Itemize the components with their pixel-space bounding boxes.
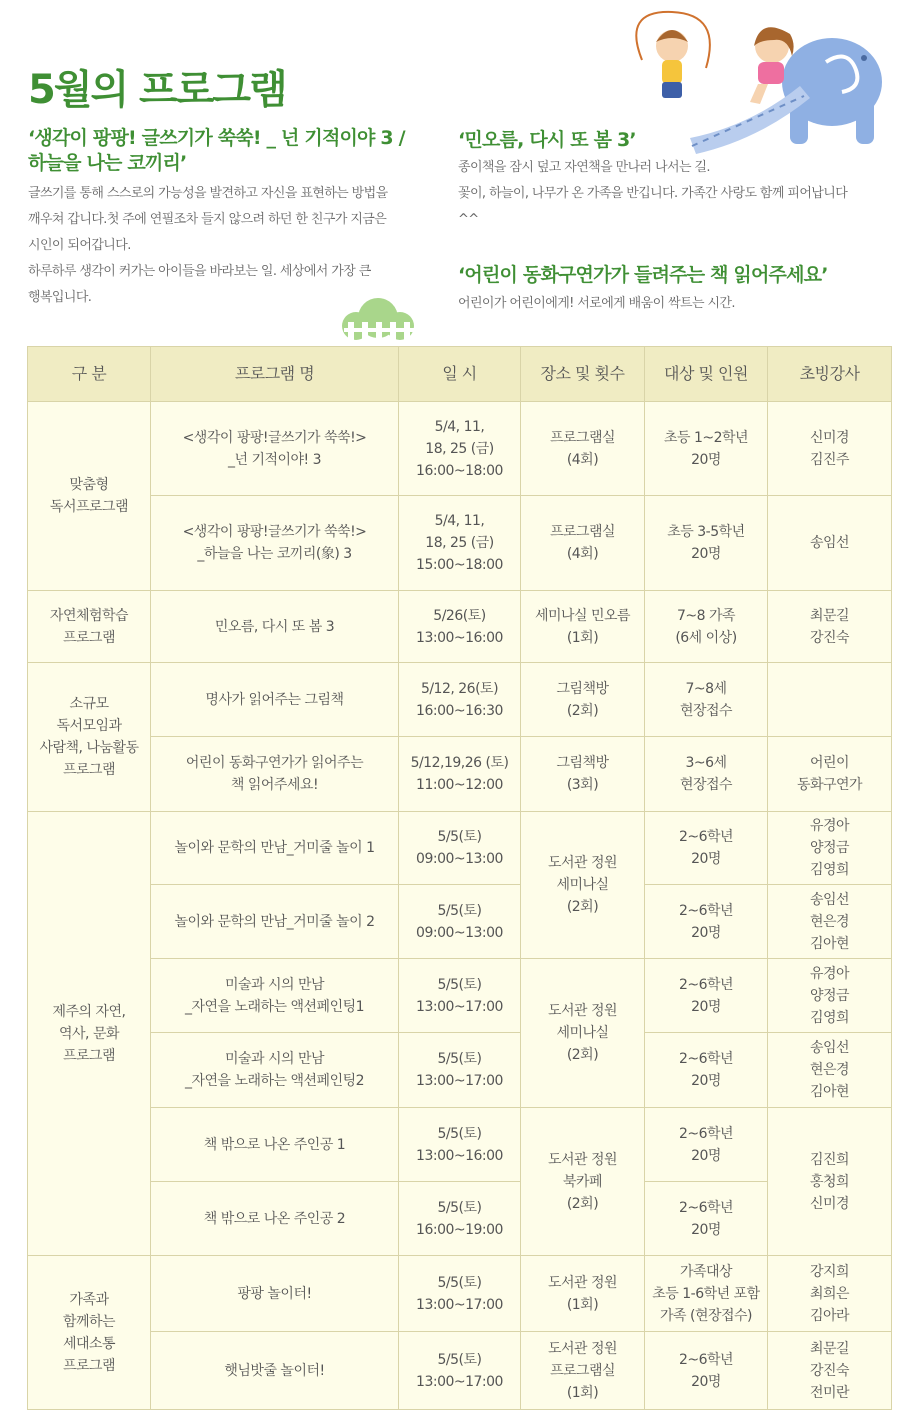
- category-cell: 소규모 독서모임과 사람책, 나눔활동 프로그램: [28, 663, 151, 812]
- table-row: [28, 885, 892, 959]
- place-cell: 도서관 정원 북카페 (2회): [521, 1108, 645, 1256]
- lecturer-cell: 송임선 현은경 김아현: [768, 885, 892, 959]
- intro-storytelling-body: 어린이가 어린이에게! 서로에게 배움이 싹트는 시간.: [458, 296, 735, 311]
- header-lecturer: 초빙강사: [768, 347, 892, 402]
- category-cell: 제주의 자연, 역사, 문화 프로그램: [28, 812, 151, 1256]
- datetime-cell: 5/5(토) 13:00~17:00: [399, 1033, 521, 1108]
- lecturer-cell: 신미경 김진주: [768, 402, 892, 496]
- place-cell: 세미나실 민오름 (1회): [521, 591, 645, 663]
- category-cell: 맞춤형 독서프로그램: [28, 402, 151, 591]
- program-name-cell: 미술과 시의 만남 _자연을 노래하는 액션페인팅1: [151, 959, 399, 1033]
- place-cell: 도서관 정원 세미나실 (2회): [521, 812, 645, 959]
- table-row: [28, 496, 892, 591]
- program-name-cell: 책 밖으로 나온 주인공 1: [151, 1108, 399, 1182]
- intro-writing-body: 글쓰기를 통해 스스로의 가능성을 발견하고 자신을 표현하는 방법을 깨우쳐 갑니다.첫 주에 연필조차 들지 않으려 하던 한 친구가 지금은 시인이 되어갑니다. 하루하루 생각이 커가는 아이들을 바라보는 일. 세상에서 가장 큰 행복입니다.: [28, 186, 388, 305]
- datetime-cell: 5/4, 11, 18, 25 (금) 16:00~18:00: [399, 402, 521, 496]
- table-row: [28, 1033, 892, 1108]
- header-datetime: 일 시: [399, 347, 521, 402]
- table-row: [28, 812, 892, 885]
- place-cell: 도서관 정원 (1회): [521, 1256, 645, 1332]
- place-cell: 프로그램실 (4회): [521, 496, 645, 591]
- table-row: [28, 959, 892, 1033]
- page-title: 5월의 프로그램: [28, 67, 286, 113]
- category-cell: 가족과 함께하는 세대소통 프로그램: [28, 1256, 151, 1410]
- program-name-cell: 놀이와 문학의 만남_거미줄 놀이 1: [151, 812, 399, 885]
- target-cell: 가족대상 초등 1-6학년 포함 가족 (현장접수): [645, 1256, 768, 1332]
- target-cell: 2~6학년 20명: [645, 885, 768, 959]
- datetime-cell: 5/5(토) 13:00~17:00: [399, 1332, 521, 1410]
- datetime-cell: 5/5(토) 16:00~19:00: [399, 1182, 521, 1256]
- program-name-cell: 민오름, 다시 또 봄 3: [151, 591, 399, 663]
- program-name-cell: 명사가 읽어주는 그림책: [151, 663, 399, 737]
- program-name-cell: <생각이 팡팡!글쓰기가 쑥쑥!> _넌 기적이야! 3: [151, 402, 399, 496]
- place-cell: 그림책방 (3회): [521, 737, 645, 812]
- header-program-name: 프로그램 명: [151, 347, 399, 402]
- program-name-cell: 햇님밧줄 놀이터!: [151, 1332, 399, 1410]
- table-row: [28, 1182, 892, 1256]
- lecturer-cell: 김진희 홍청희 신미경: [768, 1108, 892, 1256]
- program-schedule-table: [27, 346, 892, 1410]
- datetime-cell: 5/5(토) 09:00~13:00: [399, 812, 521, 885]
- place-cell: 도서관 정원 세미나실 (2회): [521, 959, 645, 1108]
- target-cell: 초등 1~2학년 20명: [645, 402, 768, 496]
- table-row: [28, 1256, 892, 1332]
- intro-nature-body: 종이책을 잠시 덮고 자연책을 만나러 나서는 길. 꽃이, 하늘이, 나무가 온 가족을 반깁니다. 가족간 사랑도 함께 피어납니다 ^^: [458, 160, 848, 227]
- lecturer-cell: 강지희 최희은 김아라: [768, 1256, 892, 1332]
- category-cell: 자연체험학습 프로그램: [28, 591, 151, 663]
- target-cell: 2~6학년 20명: [645, 959, 768, 1033]
- intro-writing-heading: ‘생각이 팡팡! 글쓰기가 쑥쑥! _ 넌 기적이야 3 / 하늘을 나는 코끼리’: [28, 127, 405, 174]
- datetime-cell: 5/26(토) 13:00~16:00: [399, 591, 521, 663]
- target-cell: 2~6학년 20명: [645, 1332, 768, 1410]
- header-place-count: 장소 및 횟수: [521, 347, 645, 402]
- lecturer-cell: 어린이 동화구연가: [768, 737, 892, 812]
- intro-storytelling-program: [458, 263, 898, 317]
- table-row: [28, 591, 892, 663]
- target-cell: 3~6세 현장접수: [645, 737, 768, 812]
- table-row: [28, 402, 892, 496]
- lecturer-cell: 최문길 강진숙: [768, 591, 892, 663]
- intro-nature-heading: ‘민오름, 다시 또 봄 3’: [458, 129, 636, 151]
- program-name-cell: 놀이와 문학의 만남_거미줄 놀이 2: [151, 885, 399, 959]
- header-category: 구 분: [28, 347, 151, 402]
- table-row: [28, 737, 892, 812]
- target-cell: 7~8 가족 (6세 이상): [645, 591, 768, 663]
- program-name-cell: 미술과 시의 만남 _자연을 노래하는 액션페인팅2: [151, 1033, 399, 1108]
- target-cell: 2~6학년 20명: [645, 812, 768, 885]
- lecturer-cell: 최문길 강진숙 전미란: [768, 1332, 892, 1410]
- table-header-row: [28, 347, 892, 402]
- lecturer-cell: 유경아 양정금 김영희: [768, 812, 892, 885]
- target-cell: 2~6학년 20명: [645, 1033, 768, 1108]
- program-name-cell: 어린이 동화구연가가 읽어주는 책 읽어주세요!: [151, 737, 399, 812]
- lecturer-cell: [768, 663, 892, 737]
- place-cell: 그림책방 (2회): [521, 663, 645, 737]
- datetime-cell: 5/5(토) 13:00~17:00: [399, 959, 521, 1033]
- table-row: [28, 1332, 892, 1410]
- datetime-cell: 5/5(토) 09:00~13:00: [399, 885, 521, 959]
- program-name-cell: 책 밖으로 나온 주인공 2: [151, 1182, 399, 1256]
- children-elephant-slide-illustration: [620, 2, 890, 154]
- target-cell: 2~6학년 20명: [645, 1182, 768, 1256]
- datetime-cell: 5/12, 26(토) 16:00~16:30: [399, 663, 521, 737]
- place-cell: 프로그램실 (4회): [521, 402, 645, 496]
- program-name-cell: 팡팡 놀이터!: [151, 1256, 399, 1332]
- place-cell: 도서관 정원 프로그램실 (1회): [521, 1332, 645, 1410]
- lecturer-cell: 송임선: [768, 496, 892, 591]
- lecturer-cell: 유경아 양정금 김영희: [768, 959, 892, 1033]
- target-cell: 7~8세 현장접수: [645, 663, 768, 737]
- intro-writing-program: [28, 126, 428, 311]
- table-row: [28, 663, 892, 737]
- program-name-cell: <생각이 팡팡!글쓰기가 쑥쑥!> _하늘을 나는 코끼리(象) 3: [151, 496, 399, 591]
- target-cell: 2~6학년 20명: [645, 1108, 768, 1182]
- header-target-capacity: 대상 및 인원: [645, 347, 768, 402]
- tree-fence-illustration: [328, 296, 438, 348]
- datetime-cell: 5/5(토) 13:00~16:00: [399, 1108, 521, 1182]
- datetime-cell: 5/5(토) 13:00~17:00: [399, 1256, 521, 1332]
- lecturer-cell: 송임선 현은경 김아현: [768, 1033, 892, 1108]
- table-row: [28, 1108, 892, 1182]
- intro-storytelling-heading: ‘어린이 동화구연가가 들려주는 책 읽어주세요’: [458, 264, 828, 286]
- datetime-cell: 5/4, 11, 18, 25 (금) 15:00~18:00: [399, 496, 521, 591]
- datetime-cell: 5/12,19,26 (토) 11:00~12:00: [399, 737, 521, 812]
- target-cell: 초등 3-5학년 20명: [645, 496, 768, 591]
